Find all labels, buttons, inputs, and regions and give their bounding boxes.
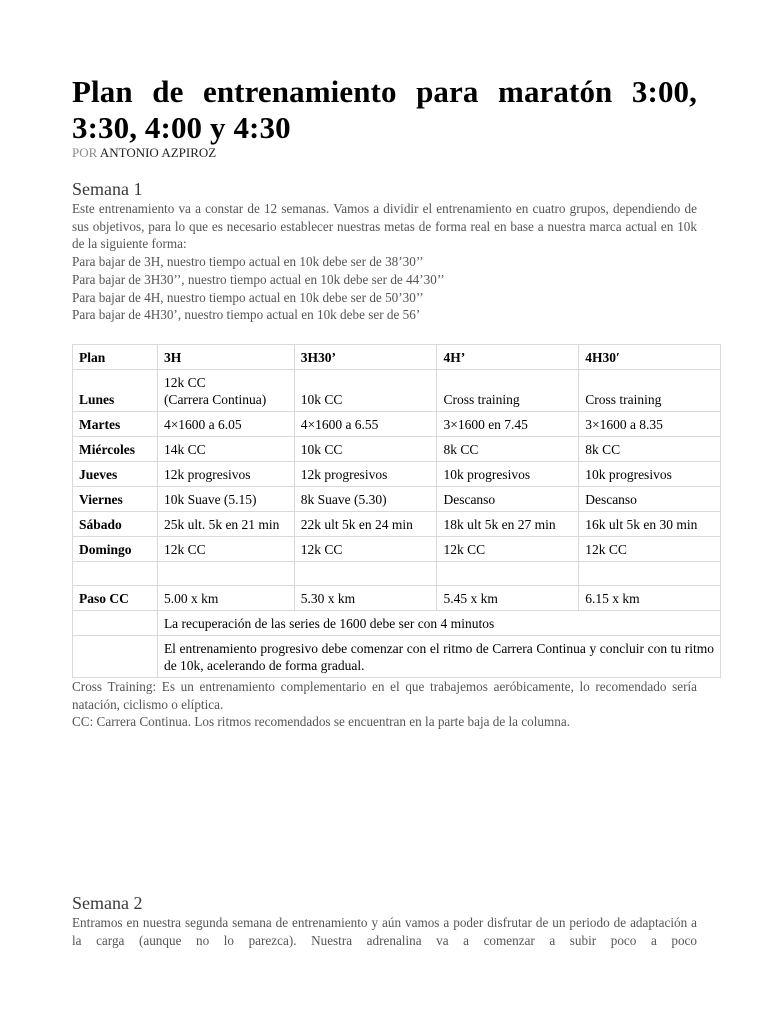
note-row — [73, 635, 721, 677]
progressive-note: El entrenamiento progresivo debe comenzar con el ritmo de Carrera Continua y concluir con tu ritmo de 10k, acelerando de forma gradual. — [157, 635, 720, 677]
pace-cell: 6.15 x km — [579, 585, 721, 610]
table-cell: 12k CC — [437, 536, 579, 561]
table-cell: 4×1600 a 6.55 — [294, 411, 437, 436]
target-line: Para bajar de 4H, nuestro tiempo actual en 10k debe ser de 50’30’’ — [72, 289, 424, 305]
day-cell: Miércoles — [73, 436, 158, 461]
table-cell: 25k ult. 5k en 21 min — [157, 511, 294, 536]
table-cell: 8k Suave (5.30) — [294, 486, 437, 511]
table-cell: 10k progresivos — [437, 461, 579, 486]
cc-note: CC: Carrera Continua. Los ritmos recomendados se encuentran en la parte baja de la columna. — [72, 714, 571, 730]
intro-paragraph: Este entrenamiento va a constar de 12 semanas. Vamos a dividir el entrenamiento en cuatro grupos, dependiendo de sus objetivos, para lo que es necesario establecer nuestras metas de forma real en base a nuestra marca actual en 10k de la siguiente forma: — [72, 201, 697, 252]
empty-cell — [73, 610, 158, 635]
pace-cell: 5.45 x km — [437, 585, 579, 610]
header-cell: 3H — [157, 344, 294, 369]
empty-cell — [294, 561, 437, 585]
table-cell: 3×1600 a 8.35 — [579, 411, 721, 436]
day-cell: Viernes — [73, 486, 158, 511]
table-row-empty — [73, 561, 721, 585]
table-cell: 12k progresivos — [294, 461, 437, 486]
table-cell: 16k ult 5k en 30 min — [579, 511, 721, 536]
target-line: Para bajar de 4H30’, nuestro tiempo actual en 10k debe ser de 56’ — [72, 307, 421, 323]
table-cell: 12k CC (Carrera Continua) — [157, 369, 294, 411]
table-row — [73, 536, 721, 561]
header-cell: 4H’ — [437, 344, 579, 369]
table-row — [73, 436, 721, 461]
intro-paragraph: Entramos en nuestra segunda semana de entrenamiento y aún vamos a poder disfrutar de un periodo de adaptación a la carga (aunque no lo parezca). Nuestra adrenalina va a comenzar a subir poco a poco — [72, 915, 697, 948]
table-cell: Cross training — [579, 369, 721, 411]
training-plan-table — [72, 344, 721, 678]
day-cell: Martes — [73, 411, 158, 436]
day-cell: Lunes — [73, 369, 158, 411]
table-cell: 12k progresivos — [157, 461, 294, 486]
table-cell: 8k CC — [437, 436, 579, 461]
table-row — [73, 511, 721, 536]
week2-heading: Semana 2 — [72, 893, 143, 913]
day-cell: Sábado — [73, 511, 158, 536]
table-row — [73, 411, 721, 436]
table-row — [73, 369, 721, 411]
empty-cell — [437, 561, 579, 585]
note-row — [73, 610, 721, 635]
target-line: Para bajar de 3H, nuestro tiempo actual en 10k debe ser de 38’30’’ — [72, 254, 424, 270]
byline — [72, 144, 697, 162]
header-cell: 3H30’ — [294, 344, 437, 369]
table-cell: 14k CC — [157, 436, 294, 461]
pace-cell: 5.30 x km — [294, 585, 437, 610]
header-cell: Plan — [73, 344, 158, 369]
table-header-row — [73, 344, 721, 369]
table-row — [73, 486, 721, 511]
empty-cell — [157, 561, 294, 585]
footnotes — [72, 678, 697, 731]
empty-cell — [579, 561, 721, 585]
empty-cell — [73, 635, 158, 677]
week2-intro — [72, 914, 697, 949]
day-cell: Domingo — [73, 536, 158, 561]
week1-intro — [72, 200, 697, 324]
table-cell: 10k CC — [294, 369, 437, 411]
week2-section — [72, 892, 697, 949]
table-cell: 10k CC — [294, 436, 437, 461]
table-cell: 12k CC — [579, 536, 721, 561]
day-cell: Jueves — [73, 461, 158, 486]
page-title: Plan de entrenamiento para maratón 3:00, 3:30, 4:00 y 4:30 — [72, 74, 697, 145]
table-row — [73, 461, 721, 486]
table-cell: Descanso — [437, 486, 579, 511]
table-cell: 10k Suave (5.15) — [157, 486, 294, 511]
target-line: Para bajar de 3H30’’, nuestro tiempo actual en 10k debe ser de 44’30’’ — [72, 271, 445, 287]
pace-row — [73, 585, 721, 610]
article — [72, 74, 714, 731]
table-cell: 10k progresivos — [579, 461, 721, 486]
cross-training-note: Cross Training: Es un entrenamiento complementario en el que trabajemos aeróbicamente, lo recomendado sería natación, ciclismo o elíptica. — [72, 678, 697, 712]
table-cell: 22k ult 5k en 24 min — [294, 511, 437, 536]
author-name: ANTONIO AZPIROZ — [99, 145, 217, 160]
table-cell: 3×1600 en 7.45 — [437, 411, 579, 436]
pace-label: Paso CC — [73, 585, 158, 610]
table-cell: 18k ult 5k en 27 min — [437, 511, 579, 536]
table-cell: Cross training — [437, 369, 579, 411]
header-cell: 4H30′ — [579, 344, 721, 369]
table-cell: 4×1600 a 6.05 — [157, 411, 294, 436]
recovery-note: La recuperación de las series de 1600 debe ser con 4 minutos — [157, 610, 720, 635]
table-cell: 12k CC — [157, 536, 294, 561]
table-cell: 12k CC — [294, 536, 437, 561]
pace-cell: 5.00 x km — [157, 585, 294, 610]
byline-prefix: POR — [72, 145, 98, 160]
empty-cell — [73, 561, 158, 585]
week1-heading: Semana 1 — [72, 179, 143, 199]
table-cell: Descanso — [579, 486, 721, 511]
table-cell: 8k CC — [579, 436, 721, 461]
